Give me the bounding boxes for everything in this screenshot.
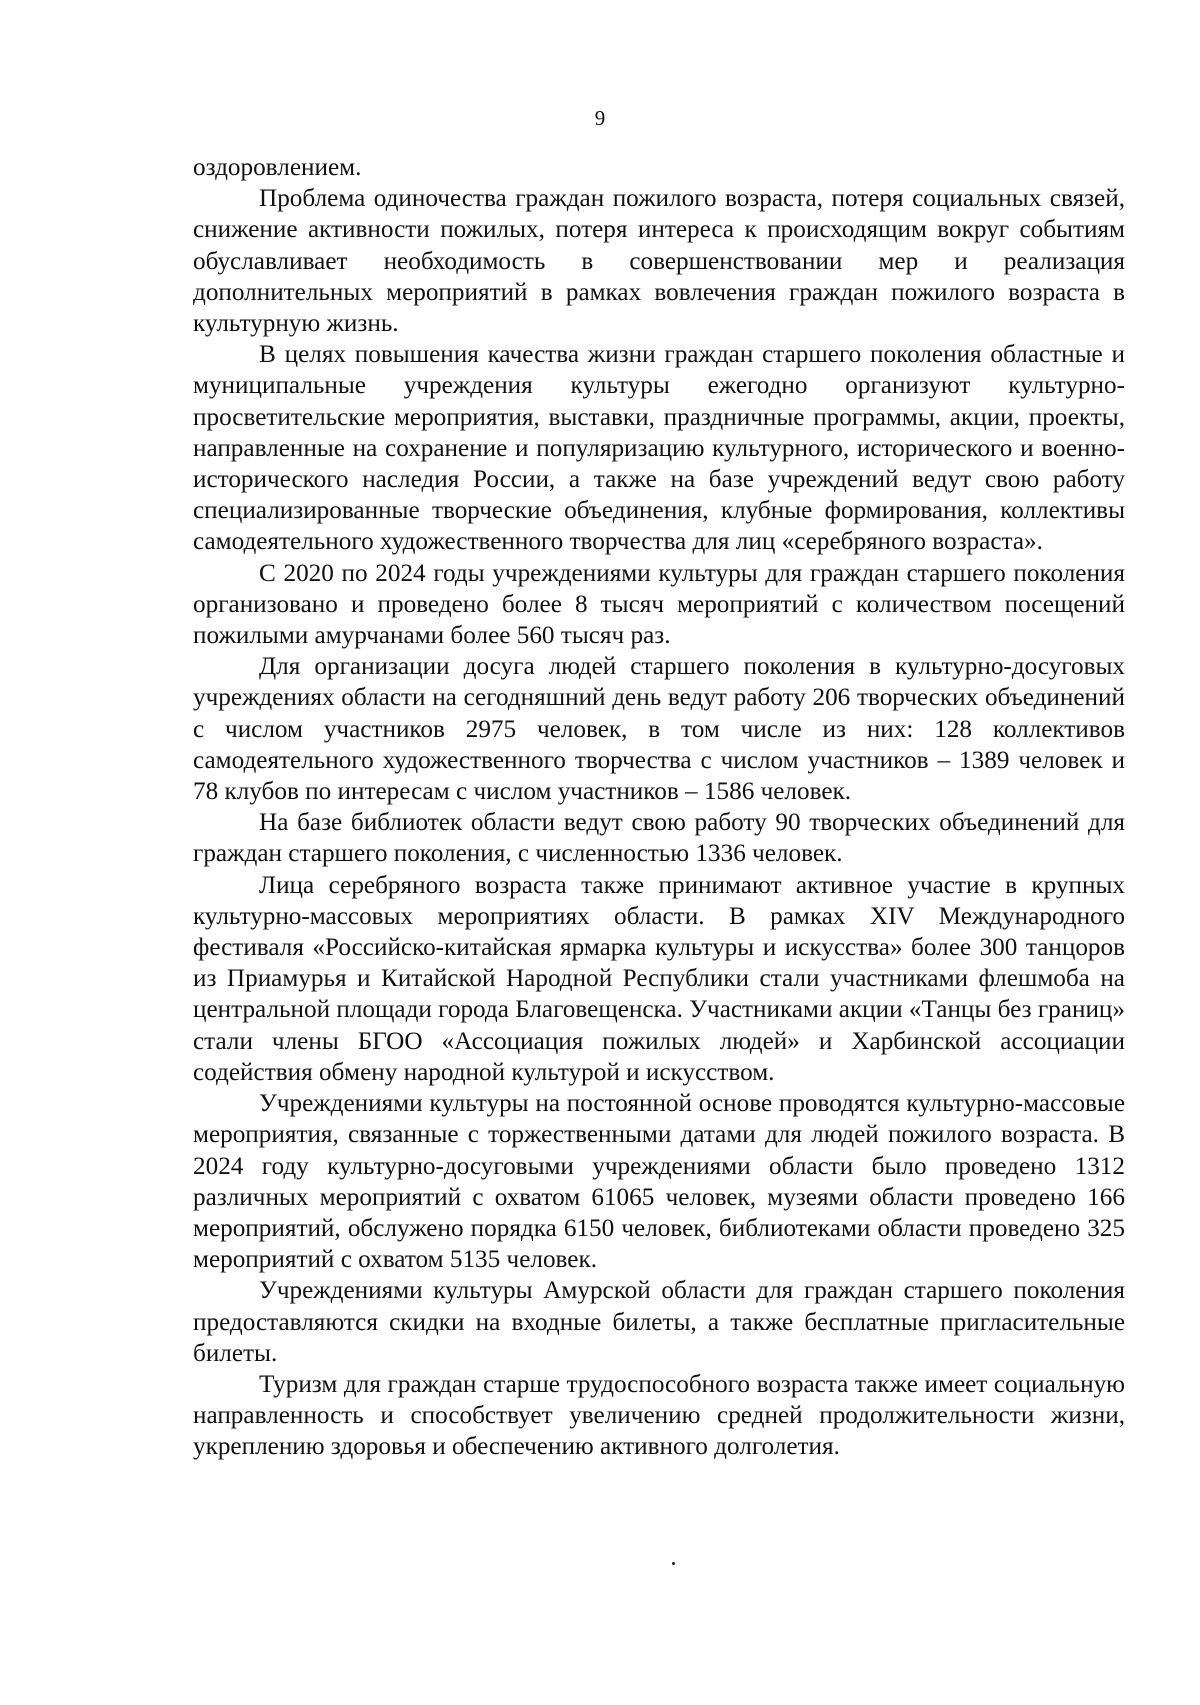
paragraph-continuation: оздоровлением. [193, 154, 362, 181]
document-body [193, 152, 1125, 1463]
paragraph-festival: Лица серебряного возраста также принимают активное участие в крупных культурно-массовых мероприятиях области. В рамках XIV Международного фестиваля «Российско-китайская ярмарка культуры и искусства» более 300 танцоров из Приамурья и Китайской Народной Республики стали участниками флешмоба на центральной площади города Благовещенска. Участниками акции «Танцы без границ» стали члены БГОО «Ассоциация пожилых людей» и Харбинской ассоциации содействия обмену народной культурой и искусством. [193, 871, 1125, 1086]
paragraph-libraries: На базе библиотек области ведут свою работу 90 творческих объединений для граждан старшего поколения, с численностью 1336 человек. [193, 809, 1125, 868]
paragraph-2020-2024: С 2020 по 2024 годы учреждениями культуры для граждан старшего поколения организовано и проведено более 8 тысяч мероприятий с количеством посещений пожилыми амурчанами более 560 тысяч раз. [193, 559, 1125, 650]
paragraph-discounts: Учреждениями культуры Амурской области для граждан старшего поколения предоставляются скидки на входные билеты, а также бесплатные пригласительные билеты. [193, 1277, 1125, 1367]
paragraph-loneliness: Проблема одиночества граждан пожилого возраста, потеря социальных связей, снижение активности пожилых, потеря интереса к происходящим вокруг событиям обуславливает необходимость в совершенствовании мер и реализация дополнительных мероприятий в рамках вовлечения граждан пожилого возраста в культурную жизнь. [193, 185, 1125, 338]
page-number: 9 [594, 106, 606, 130]
paragraph-leisure: Для организации досуга людей старшего поколения в культурно-досуговых учреждениях области на сегодняшний день ведут работу 206 творческих объединений с числом участников 2975 человек, в том числе из них: 128 коллективов самодеятельного художественного творчества с числом участников – 1389 человек и 78 клубов по интересам с числом участников – 1586 человек. [193, 653, 1125, 806]
paragraph-2024-events: Учреждениями культуры на постоянной основе проводятся культурно-массовые мероприятия, связанные с торжественными датами для людей пожилого возраста. В 2024 году культурно-досуговыми учреждениями области было проведено 1312 различных мероприятий с охватом 61065 человек, музеями области проведено 166 мероприятий, обслужено порядка 6150 человек, библиотеками области проведено 325 мероприятий с охватом 5135 человек. [193, 1090, 1125, 1274]
paragraph-tourism: Туризм для граждан старше трудоспособного возраста также имеет социальную направленность и способствует увеличению средней продолжительности жизни, укреплению здоровья и обеспечению активного долголетия. [193, 1370, 1125, 1461]
scan-speck [672, 1562, 675, 1565]
paragraph-cultural-events: В целях повышения качества жизни граждан старшего поколения областные и муниципальные учреждения культуры ежегодно организуют культурно-просветительские мероприятия, выставки, праздничные программы, акции, проекты, направленные на сохранение и популяризацию культурного, исторического и военно-исторического наследия России, а также на базе учреждений ведут свою работу специализированные творческие объединения, клубные формирования, коллективы самодеятельного художественного творчества для лиц «серебряного возраста». [193, 341, 1125, 556]
